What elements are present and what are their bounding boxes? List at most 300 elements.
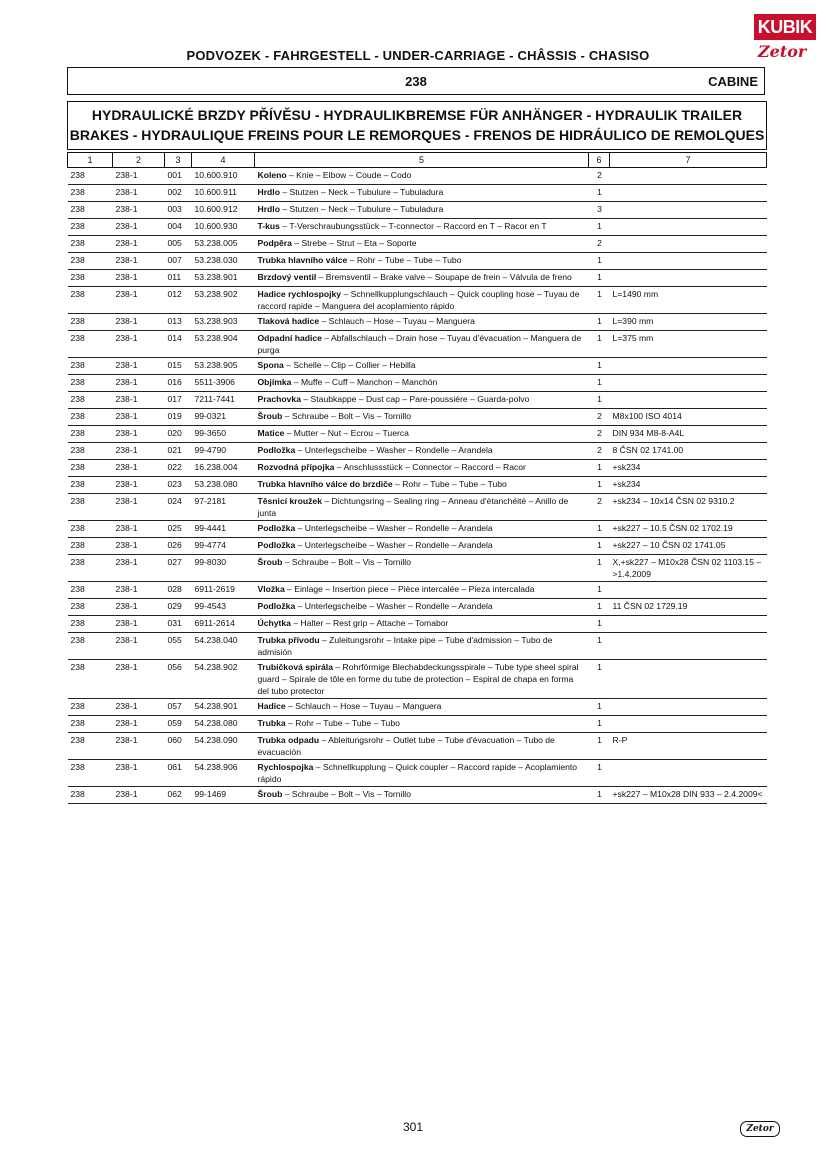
row-note xyxy=(610,716,767,733)
row-group: 238 xyxy=(68,733,113,760)
row-quantity: 2 xyxy=(589,236,610,253)
row-description xyxy=(255,699,589,716)
row-quantity: 1 xyxy=(589,219,610,236)
row-note xyxy=(610,185,767,202)
row-group: 238 xyxy=(68,392,113,409)
description-name: Trubka xyxy=(257,718,286,728)
table-row xyxy=(68,616,767,633)
row-group: 238 xyxy=(68,236,113,253)
description-name: Brzdový ventil xyxy=(257,272,317,282)
section-header: PODVOZEK - FAHRGESTELL - UNDER-CARRIAGE - CHÂSSIS - CHASISO xyxy=(186,48,650,63)
row-description xyxy=(255,168,589,185)
row-description xyxy=(255,375,589,392)
description-translations: – Anschlussstück – Connector – Raccord – Racor xyxy=(334,462,526,472)
row-description xyxy=(255,733,589,760)
row-part-number: 6911-2619 xyxy=(192,582,255,599)
row-part-number: 99-0321 xyxy=(192,409,255,426)
description-name: Podložka xyxy=(257,445,296,455)
row-subgroup: 238-1 xyxy=(113,494,165,521)
row-description xyxy=(255,599,589,616)
row-subgroup: 238-1 xyxy=(113,582,165,599)
table-row xyxy=(68,443,767,460)
row-position: 027 xyxy=(165,555,192,582)
row-subgroup: 238-1 xyxy=(113,168,165,185)
table-row xyxy=(68,538,767,555)
row-subgroup: 238-1 xyxy=(113,331,165,358)
row-quantity: 1 xyxy=(589,185,610,202)
description-translations: – Rohr – Tube – Tube – Tubo xyxy=(347,255,462,265)
row-subgroup: 238-1 xyxy=(113,314,165,331)
description-name: Podpěra xyxy=(257,238,292,248)
row-description xyxy=(255,358,589,375)
row-quantity: 1 xyxy=(589,521,610,538)
description-name: Odpadní hadice xyxy=(257,333,322,343)
row-note xyxy=(610,219,767,236)
description-translations: – Einlage – Insertion piece – Pièce intercalée – Pieza intercalada xyxy=(284,584,535,594)
table-row xyxy=(68,477,767,494)
row-description xyxy=(255,185,589,202)
description-translations: – Strebe – Strut – Eta – Soporte xyxy=(291,238,417,248)
row-part-number: 53.238.903 xyxy=(192,314,255,331)
row-note xyxy=(610,582,767,599)
row-position: 012 xyxy=(165,287,192,314)
row-part-number: 10.600.910 xyxy=(192,168,255,185)
row-note xyxy=(610,202,767,219)
row-part-number: 16.238.004 xyxy=(192,460,255,477)
row-description xyxy=(255,314,589,331)
row-group: 238 xyxy=(68,787,113,804)
description-name: Rozvodná přípojka xyxy=(257,462,335,472)
description-translations: – Stutzen – Neck – Tubulure – Tubuladura xyxy=(279,204,444,214)
row-description xyxy=(255,538,589,555)
description-translations: – Schnellkupplung – Quick coupler – Raccord rapide – Acoplamiento rápido xyxy=(257,762,578,784)
description-translations: – Schraube – Bolt – Vis – Tornillo xyxy=(282,789,411,799)
row-subgroup: 238-1 xyxy=(113,375,165,392)
row-group: 238 xyxy=(68,582,113,599)
row-position: 007 xyxy=(165,253,192,270)
description-translations: – Ableitungsrohr – Outlet tube – Tube d'évacuation – Tubo de evacuación xyxy=(257,735,555,757)
row-position: 057 xyxy=(165,699,192,716)
row-part-number: 54.238.901 xyxy=(192,699,255,716)
table-row xyxy=(68,426,767,443)
row-description xyxy=(255,443,589,460)
row-subgroup: 238-1 xyxy=(113,633,165,660)
row-quantity: 1 xyxy=(589,733,610,760)
row-part-number: 53.238.080 xyxy=(192,477,255,494)
row-note: R-P xyxy=(610,733,767,760)
row-note xyxy=(610,633,767,660)
row-description xyxy=(255,426,589,443)
row-note xyxy=(610,760,767,787)
row-part-number: 99-4790 xyxy=(192,443,255,460)
description-translations: – Unterlegscheibe – Washer – Rondelle – Arandela xyxy=(295,445,493,455)
column-header: 7 xyxy=(610,153,767,168)
description-name: Matice xyxy=(257,428,285,438)
row-part-number: 6911-2614 xyxy=(192,616,255,633)
description-name: Hadice rychlospojky xyxy=(257,289,342,299)
row-part-number: 10.600.911 xyxy=(192,185,255,202)
row-quantity: 3 xyxy=(589,202,610,219)
row-description xyxy=(255,409,589,426)
row-part-number: 7211-7441 xyxy=(192,392,255,409)
description-name: Trubka hlavního válce do brzdiče xyxy=(257,479,393,489)
row-position: 020 xyxy=(165,426,192,443)
row-subgroup: 238-1 xyxy=(113,426,165,443)
row-description xyxy=(255,270,589,287)
description-name: Podložka xyxy=(257,601,296,611)
row-quantity: 1 xyxy=(589,599,610,616)
row-quantity: 1 xyxy=(589,555,610,582)
description-translations: – Muffe – Cuff – Manchon – Manchón xyxy=(291,377,438,387)
row-group: 238 xyxy=(68,760,113,787)
row-description xyxy=(255,787,589,804)
row-position: 031 xyxy=(165,616,192,633)
row-note: +sk234 – 10x14 ČSN 02 9310.2 xyxy=(610,494,767,521)
row-subgroup: 238-1 xyxy=(113,202,165,219)
table-row xyxy=(68,409,767,426)
row-group: 238 xyxy=(68,699,113,716)
row-subgroup: 238-1 xyxy=(113,660,165,699)
row-quantity: 1 xyxy=(589,287,610,314)
row-position: 024 xyxy=(165,494,192,521)
row-part-number: 53.238.904 xyxy=(192,331,255,358)
row-position: 060 xyxy=(165,733,192,760)
row-note: M8x100 ISO 4014 xyxy=(610,409,767,426)
row-description xyxy=(255,494,589,521)
row-note: +sk227 – 10 ČSN 02 1741.05 xyxy=(610,538,767,555)
parts-table xyxy=(67,152,767,804)
description-name: Hrdlo xyxy=(257,187,280,197)
description-name: Hadice xyxy=(257,701,286,711)
row-note xyxy=(610,253,767,270)
row-note xyxy=(610,168,767,185)
row-position: 029 xyxy=(165,599,192,616)
row-note: 8 ČSN 02 1741.00 xyxy=(610,443,767,460)
table-row xyxy=(68,375,767,392)
table-row xyxy=(68,392,767,409)
row-position: 059 xyxy=(165,716,192,733)
row-position: 001 xyxy=(165,168,192,185)
row-note xyxy=(610,392,767,409)
row-note: L=1490 mm xyxy=(610,287,767,314)
description-translations: – Unterlegscheibe – Washer – Rondelle – Arandela xyxy=(295,523,493,533)
row-note: +sk227 – 10.5 ČSN 02 1702.19 xyxy=(610,521,767,538)
assembly-title-line-2: BRAKES - HYDRAULIQUE FREINS POUR LE REMORQUES - FRENOS DE HIDRÁULICO DE REMOLQUES xyxy=(69,127,765,143)
row-subgroup: 238-1 xyxy=(113,521,165,538)
row-quantity: 1 xyxy=(589,699,610,716)
description-translations: – Rohr – Tube – Tube – Tubo xyxy=(392,479,507,489)
row-quantity: 1 xyxy=(589,582,610,599)
row-note: +sk234 xyxy=(610,477,767,494)
row-position: 005 xyxy=(165,236,192,253)
row-quantity: 2 xyxy=(589,168,610,185)
row-group: 238 xyxy=(68,314,113,331)
row-part-number: 99-4774 xyxy=(192,538,255,555)
row-subgroup: 238-1 xyxy=(113,236,165,253)
description-translations: – Dichtungsring – Sealing ring – Anneau d'étanchéité – Anillo de junta xyxy=(257,496,569,518)
row-subgroup: 238-1 xyxy=(113,409,165,426)
row-position: 062 xyxy=(165,787,192,804)
description-translations: – Stutzen – Neck – Tubulure – Tubuladura xyxy=(279,187,444,197)
row-quantity: 2 xyxy=(589,426,610,443)
row-description xyxy=(255,521,589,538)
row-group: 238 xyxy=(68,331,113,358)
group-number: 238 xyxy=(405,74,427,89)
row-note: +sk234 xyxy=(610,460,767,477)
table-row xyxy=(68,358,767,375)
row-part-number: 54.238.040 xyxy=(192,633,255,660)
description-name: Úchytka xyxy=(257,618,291,628)
table-row xyxy=(68,219,767,236)
row-group: 238 xyxy=(68,660,113,699)
description-translations: – Unterlegscheibe – Washer – Rondelle – Arandela xyxy=(295,601,493,611)
row-position: 002 xyxy=(165,185,192,202)
row-subgroup: 238-1 xyxy=(113,460,165,477)
table-row xyxy=(68,494,767,521)
row-subgroup: 238-1 xyxy=(113,760,165,787)
row-part-number: 99-4441 xyxy=(192,521,255,538)
row-position: 004 xyxy=(165,219,192,236)
row-position: 025 xyxy=(165,521,192,538)
table-row xyxy=(68,236,767,253)
row-description xyxy=(255,392,589,409)
row-position: 023 xyxy=(165,477,192,494)
table-row xyxy=(68,555,767,582)
row-position: 055 xyxy=(165,633,192,660)
row-group: 238 xyxy=(68,477,113,494)
kubik-logo-text: KUBIK xyxy=(754,14,816,40)
row-position: 014 xyxy=(165,331,192,358)
row-subgroup: 238-1 xyxy=(113,185,165,202)
row-position: 022 xyxy=(165,460,192,477)
row-note: X,+sk227 – M10x28 ČSN 02 1103.15 – >1.4.2009 xyxy=(610,555,767,582)
row-note xyxy=(610,270,767,287)
row-group: 238 xyxy=(68,443,113,460)
row-group: 238 xyxy=(68,409,113,426)
description-translations: – Halter – Rest grip – Attache – Tomabor xyxy=(290,618,449,628)
row-position: 019 xyxy=(165,409,192,426)
description-name: Šroub xyxy=(257,411,283,421)
description-translations: – Schraube – Bolt – Vis – Tornillo xyxy=(282,557,411,567)
description-translations: – Bremsventil – Brake valve – Soupape de frein – Válvula de freno xyxy=(316,272,572,282)
description-translations: – Staubkappe – Dust cap – Pare-poussière – Guarda-polvo xyxy=(300,394,530,404)
row-subgroup: 238-1 xyxy=(113,733,165,760)
zetor-footer-logo: Zetor xyxy=(740,1121,780,1137)
page-number: 301 xyxy=(402,1120,424,1134)
row-group: 238 xyxy=(68,538,113,555)
description-translations: – Unterlegscheibe – Washer – Rondelle – Arandela xyxy=(295,540,493,550)
row-group: 238 xyxy=(68,616,113,633)
column-header: 1 xyxy=(68,153,113,168)
row-position: 015 xyxy=(165,358,192,375)
row-subgroup: 238-1 xyxy=(113,443,165,460)
description-translations: – Abfallschlauch – Drain hose – Tuyau d'évacuation – Manguera de purga xyxy=(257,333,582,355)
table-row xyxy=(68,270,767,287)
table-row xyxy=(68,599,767,616)
row-description xyxy=(255,760,589,787)
row-subgroup: 238-1 xyxy=(113,555,165,582)
row-position: 016 xyxy=(165,375,192,392)
description-translations: – Knie – Elbow – Coude – Codo xyxy=(286,170,412,180)
row-group: 238 xyxy=(68,716,113,733)
row-subgroup: 238-1 xyxy=(113,716,165,733)
row-description xyxy=(255,253,589,270)
row-description xyxy=(255,460,589,477)
row-quantity: 1 xyxy=(589,660,610,699)
row-position: 021 xyxy=(165,443,192,460)
row-quantity: 1 xyxy=(589,375,610,392)
row-part-number: 53.238.030 xyxy=(192,253,255,270)
row-quantity: 1 xyxy=(589,477,610,494)
row-quantity: 1 xyxy=(589,760,610,787)
row-description xyxy=(255,477,589,494)
description-name: Šroub xyxy=(257,557,283,567)
row-quantity: 1 xyxy=(589,616,610,633)
description-translations: – Schlauch – Hose – Tuyau – Manguera xyxy=(319,316,475,326)
row-subgroup: 238-1 xyxy=(113,287,165,314)
row-part-number: 10.600.912 xyxy=(192,202,255,219)
row-position: 017 xyxy=(165,392,192,409)
row-subgroup: 238-1 xyxy=(113,219,165,236)
row-subgroup: 238-1 xyxy=(113,538,165,555)
description-name: Trubka hlavního válce xyxy=(257,255,348,265)
row-part-number: 97-2181 xyxy=(192,494,255,521)
row-description xyxy=(255,202,589,219)
row-part-number: 53.238.901 xyxy=(192,270,255,287)
table-row xyxy=(68,716,767,733)
description-translations: – Mutter – Nut – Ecrou – Tuerca xyxy=(284,428,409,438)
description-translations: – Rohr – Tube – Tube – Tubo xyxy=(285,718,400,728)
row-group: 238 xyxy=(68,599,113,616)
row-part-number: 53.238.905 xyxy=(192,358,255,375)
description-name: Objímka xyxy=(257,377,292,387)
row-part-number: 10.600.930 xyxy=(192,219,255,236)
row-note xyxy=(610,699,767,716)
row-quantity: 1 xyxy=(589,633,610,660)
row-note xyxy=(610,236,767,253)
row-group: 238 xyxy=(68,202,113,219)
row-group: 238 xyxy=(68,358,113,375)
row-group: 238 xyxy=(68,521,113,538)
table-row xyxy=(68,168,767,185)
row-subgroup: 238-1 xyxy=(113,477,165,494)
description-name: Šroub xyxy=(257,789,283,799)
table-row xyxy=(68,331,767,358)
row-position: 061 xyxy=(165,760,192,787)
row-quantity: 1 xyxy=(589,716,610,733)
row-part-number: 5511-3906 xyxy=(192,375,255,392)
row-part-number: 53.238.005 xyxy=(192,236,255,253)
description-translations: – Zuleitungsrohr – Intake pipe – Tube d'admission – Tubo de admisión xyxy=(257,635,553,657)
row-part-number: 99-1469 xyxy=(192,787,255,804)
description-name: Hrdlo xyxy=(257,204,280,214)
table-row xyxy=(68,314,767,331)
description-translations: – Rohrförmige Blechabdeckungsspirale – Tube type sheel spiral guard – Spirale de tôle en forme du tube de protection – Espiral de chapa en forma del tubo protector xyxy=(257,662,579,696)
row-part-number: 99-4543 xyxy=(192,599,255,616)
description-name: Podložka xyxy=(257,523,296,533)
row-note: 11 ČSN 02 1729.19 xyxy=(610,599,767,616)
row-quantity: 1 xyxy=(589,460,610,477)
row-part-number: 53.238.902 xyxy=(192,287,255,314)
row-position: 013 xyxy=(165,314,192,331)
column-header: 2 xyxy=(113,153,165,168)
row-group: 238 xyxy=(68,633,113,660)
table-row xyxy=(68,253,767,270)
row-note: L=375 mm xyxy=(610,331,767,358)
row-part-number: 54.238.080 xyxy=(192,716,255,733)
row-subgroup: 238-1 xyxy=(113,599,165,616)
row-subgroup: 238-1 xyxy=(113,270,165,287)
row-description xyxy=(255,219,589,236)
table-row xyxy=(68,521,767,538)
row-description xyxy=(255,633,589,660)
zetor-logo-text: Zetor xyxy=(758,42,807,61)
table-row xyxy=(68,582,767,599)
description-name: T-kus xyxy=(257,221,280,231)
row-description xyxy=(255,287,589,314)
table-row xyxy=(68,633,767,660)
row-description xyxy=(255,582,589,599)
description-name: Prachovka xyxy=(257,394,301,404)
row-note xyxy=(610,660,767,699)
row-note: L=390 mm xyxy=(610,314,767,331)
table-row xyxy=(68,760,767,787)
row-note xyxy=(610,375,767,392)
row-subgroup: 238-1 xyxy=(113,253,165,270)
row-quantity: 1 xyxy=(589,358,610,375)
row-description xyxy=(255,660,589,699)
assembly-title xyxy=(67,101,767,150)
row-quantity: 1 xyxy=(589,253,610,270)
row-position: 003 xyxy=(165,202,192,219)
description-name: Spona xyxy=(257,360,284,370)
description-name: Trubičková spirála xyxy=(257,662,333,672)
row-quantity: 2 xyxy=(589,409,610,426)
description-name: Těsnicí kroužek xyxy=(257,496,322,506)
row-group: 238 xyxy=(68,219,113,236)
row-part-number: 54.238.906 xyxy=(192,760,255,787)
row-position: 056 xyxy=(165,660,192,699)
column-header: 3 xyxy=(165,153,192,168)
table-row xyxy=(68,460,767,477)
description-name: Vložka xyxy=(257,584,285,594)
row-group: 238 xyxy=(68,185,113,202)
row-quantity: 1 xyxy=(589,314,610,331)
row-subgroup: 238-1 xyxy=(113,358,165,375)
row-description xyxy=(255,331,589,358)
table-row xyxy=(68,660,767,699)
description-name: Trubka odpadu xyxy=(257,735,320,745)
row-group: 238 xyxy=(68,460,113,477)
description-name: Tlaková hadice xyxy=(257,316,320,326)
column-header: 5 xyxy=(255,153,589,168)
row-quantity: 2 xyxy=(589,443,610,460)
row-subgroup: 238-1 xyxy=(113,616,165,633)
description-name: Podložka xyxy=(257,540,296,550)
description-translations: – Schelle – Clip – Collier – Hebilla xyxy=(283,360,416,370)
row-note xyxy=(610,358,767,375)
group-box xyxy=(67,67,765,95)
description-translations: – Schlauch – Hose – Tuyau – Manguera xyxy=(285,701,442,711)
row-position: 028 xyxy=(165,582,192,599)
row-group: 238 xyxy=(68,375,113,392)
row-description xyxy=(255,616,589,633)
description-name: Rychlospojka xyxy=(257,762,314,772)
description-name: Koleno xyxy=(257,170,287,180)
column-header: 6 xyxy=(589,153,610,168)
row-quantity: 2 xyxy=(589,494,610,521)
row-part-number: 99-8030 xyxy=(192,555,255,582)
